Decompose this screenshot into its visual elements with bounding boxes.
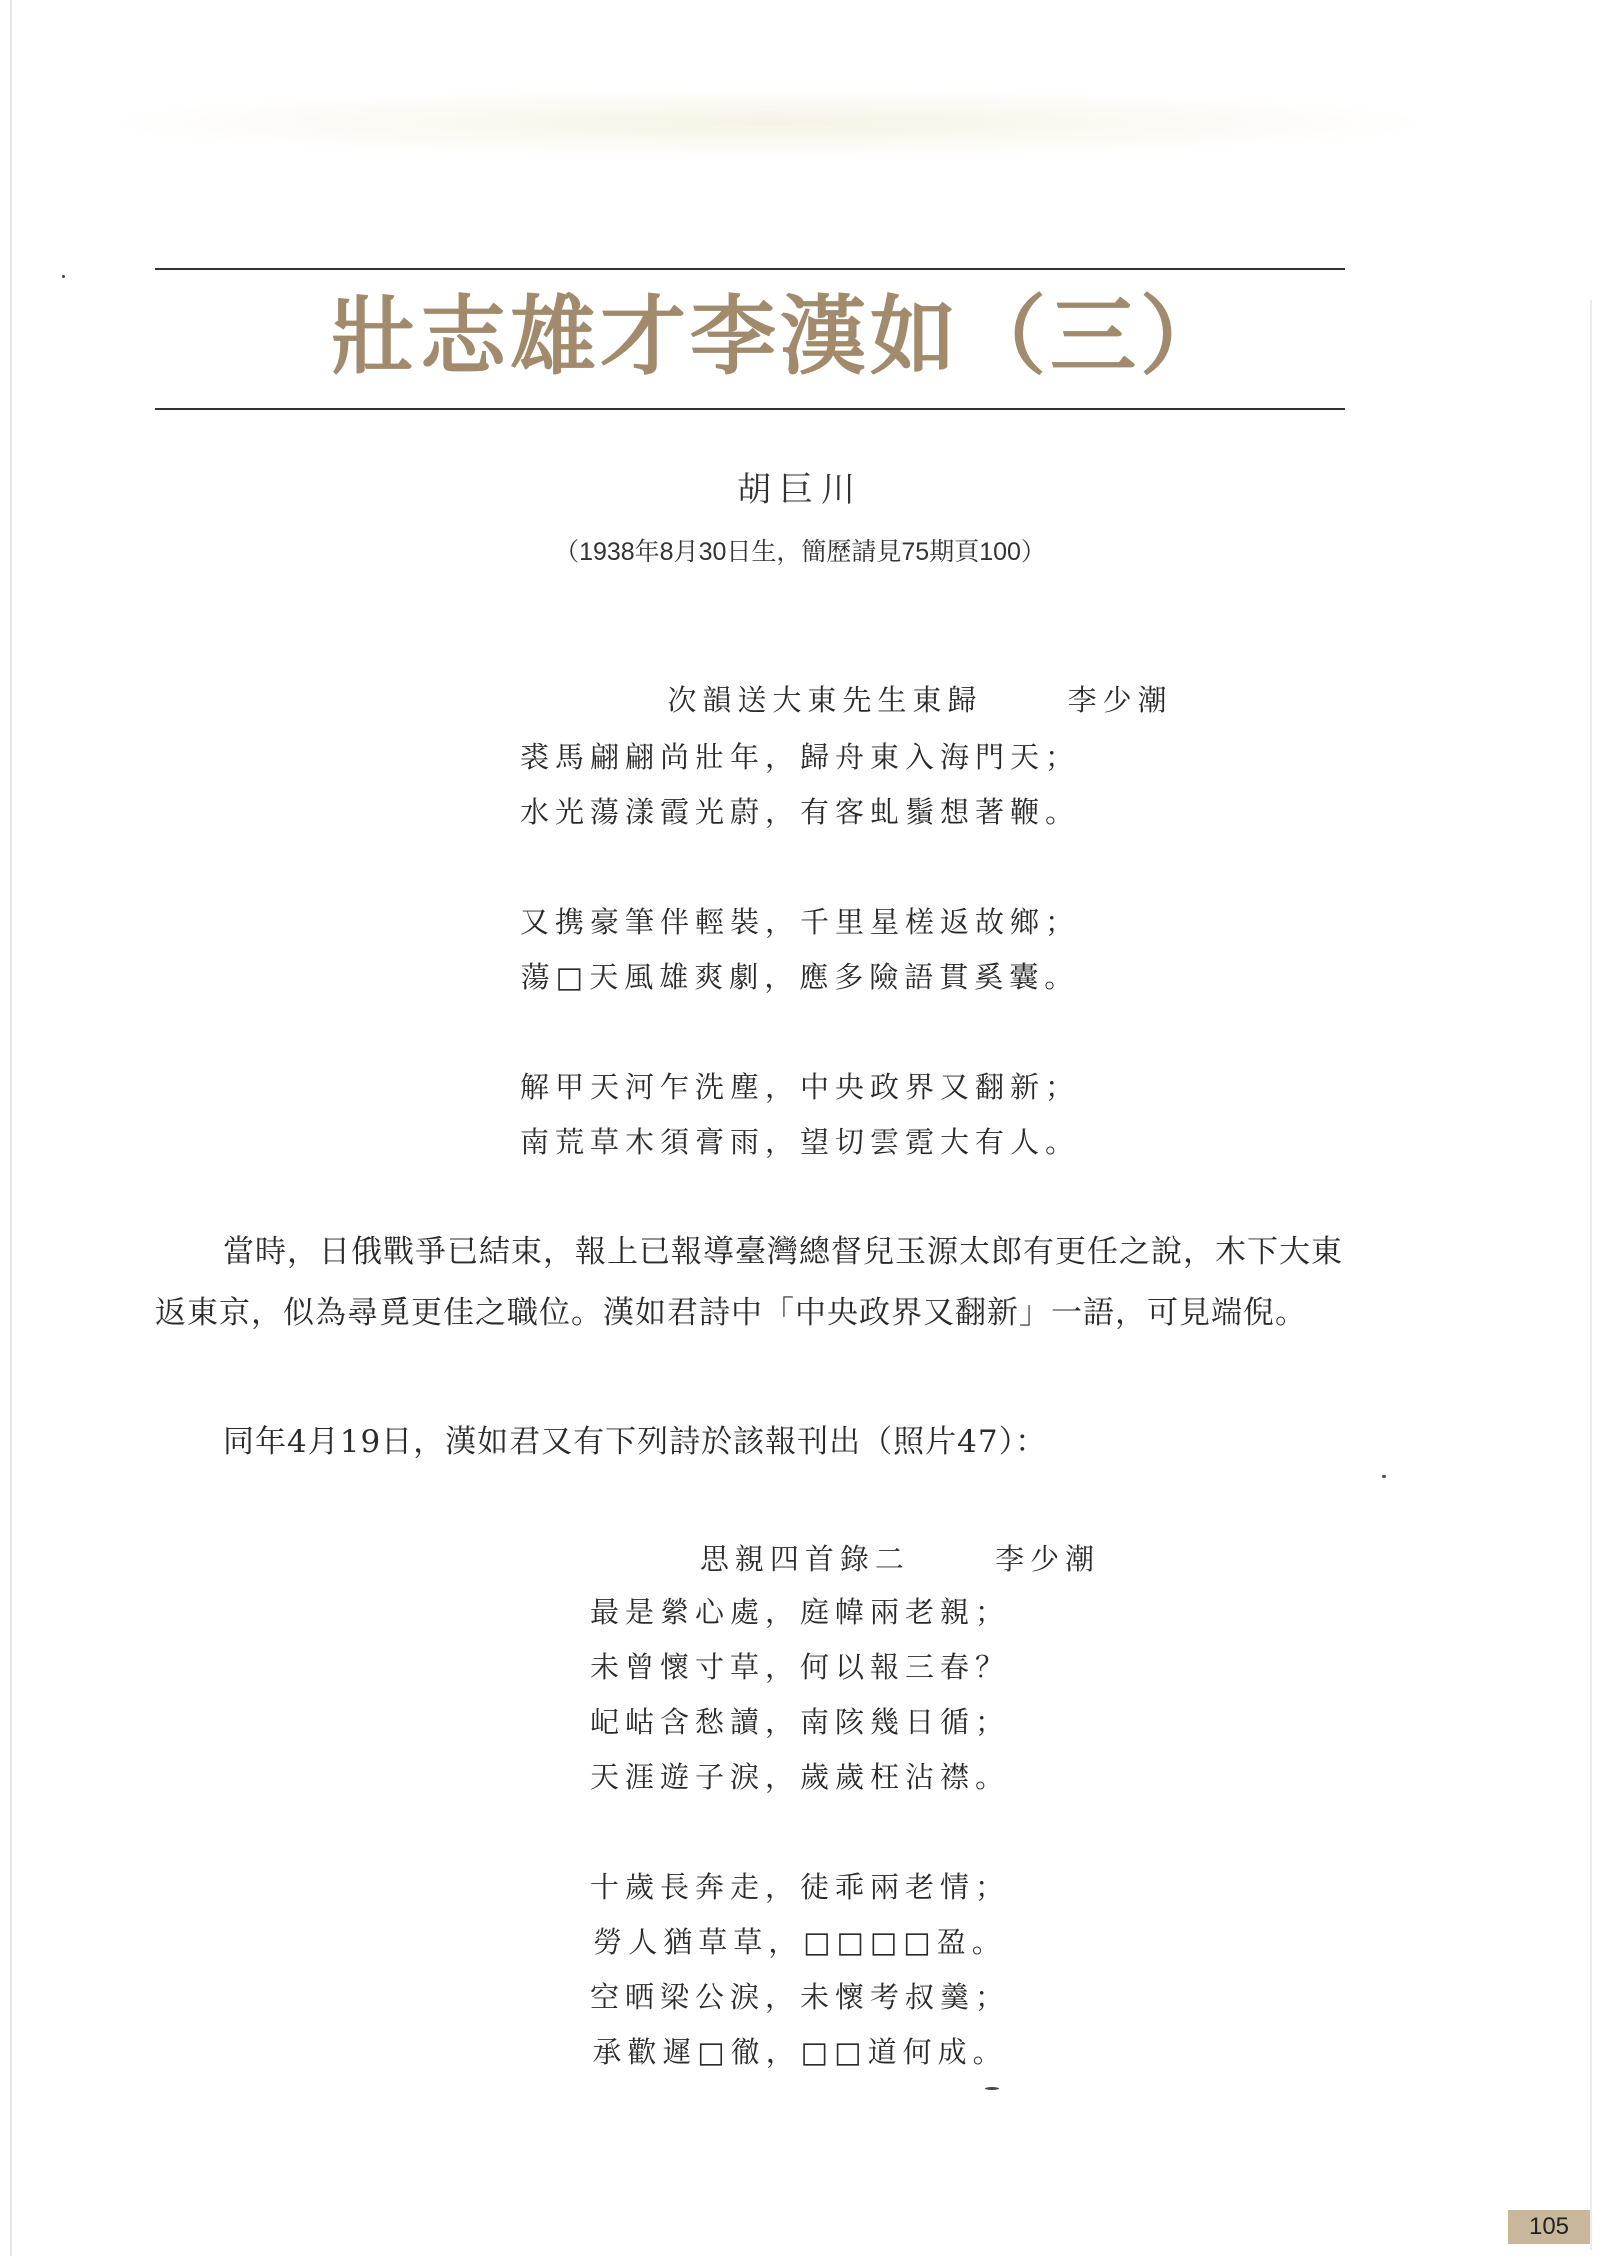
poem-1-line: 解甲天河乍洗塵，中央政界又翻新； (519, 1070, 1080, 1104)
poem-2-heading (0, 1537, 1600, 1578)
poem-2-line: 最是縈心處，庭幃兩老親； (589, 1595, 1010, 1629)
poem-2-line: 屺岵含愁讀，南陔幾日循； (589, 1705, 1010, 1739)
page-number: 105 (1508, 2210, 1590, 2244)
title-rule-top (155, 268, 1345, 270)
poem-1-line: 又携豪筆伴輕裝，千里星槎返故鄉； (519, 905, 1080, 939)
poem-1-line: 南荒草木須膏雨，望切雲霓大有人。 (519, 1125, 1080, 1159)
body-paragraph (155, 1222, 1355, 1344)
poem-2-line: 勞人猶草草，□□□□盈。 (593, 1925, 1007, 1959)
poem-2-line: 天涯遊子淚，歲歲枉沾襟。 (589, 1760, 1010, 1794)
scan-speck (985, 2087, 999, 2090)
poem-2-line: 未曾懷寸草，何以報三春？ (589, 1650, 1010, 1684)
poem-1-line: 蕩□天風雄爽劇，應多險語貫奚囊。 (520, 960, 1080, 994)
scan-speck (62, 275, 65, 278)
poem-2-line: 空晒梁公淚，未懷考叔羹； (589, 1980, 1010, 2014)
poem-2-line: 十歲長奔走，徒乖兩老情； (589, 1870, 1010, 1904)
scan-shadow (90, 88, 1450, 158)
author-name: 胡巨川 (737, 470, 863, 510)
body-paragraph (155, 1412, 1355, 1473)
article-title: 壯志雄才李漢如（三） (330, 286, 1230, 387)
poem-2-poet: 李少潮 (995, 1542, 1101, 1576)
poem-1-heading (0, 678, 1600, 719)
poem-1-line: 水光蕩漾霞光蔚，有客虬鬚想著鞭。 (519, 795, 1080, 829)
poem-1-title: 次韻送大東先生東歸 (667, 683, 983, 717)
title-rule-bottom (155, 408, 1345, 410)
poem-1-line: 裘馬翩翩尚壯年，歸舟東入海門天； (519, 740, 1080, 774)
scan-speck (1382, 1475, 1386, 1478)
author-bio: （1938年8月30日生，簡歷請見75期頁100） (554, 538, 1046, 566)
paragraph-text: 同年4月19日，漢如君又有下列詩於該報刊出（照片47）： (223, 1424, 1048, 1460)
poem-1-poet: 李少潮 (1067, 683, 1173, 717)
paragraph-text: 當時，日俄戰爭已結束，報上已報導臺灣總督兒玉源太郎有更任之說，木下大東返東京，似為尋覓更佳之職位。漢如君詩中「中央政界又翻新」一語，可見端倪。 (155, 1234, 1343, 1331)
poem-2-title: 思親四首錄二 (699, 1542, 910, 1576)
poem-2-line: 承歡遲□徹，□□道何成。 (592, 2035, 1008, 2069)
